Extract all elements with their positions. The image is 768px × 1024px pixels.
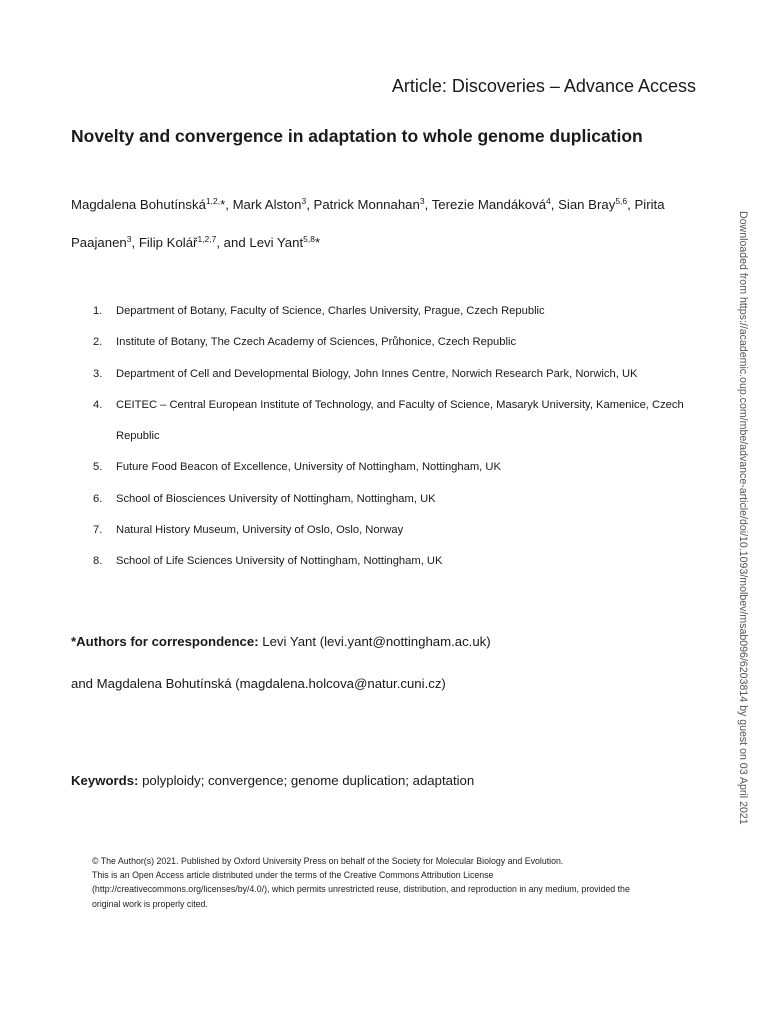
keywords-label: Keywords: [71,773,139,788]
affiliation-number: 4. [93,398,103,411]
author-affil-sup: 4 [546,196,551,206]
correspondence-block [71,621,711,705]
author-name: Terezie Mandáková [431,197,547,212]
affiliation-list [93,296,703,578]
affiliation-number: 6. [93,492,103,505]
affiliation-number: 5. [93,461,103,474]
author-affil-sup: 3 [126,234,132,244]
paper-title: Novelty and convergence in adaptation to whole genome duplication [71,126,643,146]
author-entry [249,235,320,250]
affiliation-number: 8. [93,555,103,568]
affiliation-text: CEITEC – Central European Institute of Technology, and Faculty of Science, Masaryk University, Kamenice, Czech Republic [116,398,684,443]
affiliation-item [93,515,703,546]
author-name: Mark Alston [232,197,302,212]
author-suffix: , [627,197,631,212]
license-note [92,854,692,911]
correspondence-label: *Authors for correspondence: [71,634,259,649]
author-suffix: , [424,197,429,212]
correspondence-contact-1: Levi Yant (levi.yant@nottingham.ac.uk) [258,634,491,649]
author-name: Sian Bray [558,197,616,212]
author-affil-sup: 3 [301,196,307,206]
affiliation-text: School of Life Sciences University of Nottingham, Nottingham, UK [116,555,443,568]
author-entry [71,197,229,212]
author-name: Magdalena Bohutínská [71,197,206,212]
affiliation-text: Institute of Botany, The Czech Academy of Sciences, Průhonice, Czech Republic [116,336,517,349]
affiliation-text: Natural History Museum, University of Oslo, Oslo, Norway [116,524,404,537]
download-stamp: Downloaded from https://academic.oup.com/mbe/advance-article/doi/10.1093/molbev/msab096/6203814 by guest on 03 April 2021 [737,211,749,825]
keywords-text: polyploidy; convergence; genome duplication; adaptation [138,773,475,788]
affiliation-item [93,296,703,327]
author-suffix: *, [220,197,229,212]
affiliation-item [93,390,703,453]
author-entry [233,197,310,212]
author-suffix: , [131,235,136,250]
correspondence-line-1 [71,621,711,663]
license-line: (http://creativecommons.org/licenses/by/4.0/), which permits unrestricted reuse, distribution, and reproduction in any medium, provided the [92,884,630,895]
author-name: Levi Yant [249,235,304,250]
author-suffix: , [306,197,310,212]
author-name: Filip Kolář [138,235,198,250]
author-name: Patrick Monnahan [313,197,420,212]
author-affil-sup: 5,6 [615,196,628,206]
author-list [71,186,701,262]
affiliation-text: Future Food Beacon of Excellence, University of Nottingham, Nottingham, UK [116,461,501,474]
author-entry [314,197,429,212]
affiliation-item [93,484,703,515]
license-line: This is an Open Access article distributed under the terms of the Creative Commons Attribution License [92,870,494,881]
license-line: © The Author(s) 2021. Published by Oxford University Press on behalf of the Society for Molecular Biology and Evolution. [92,856,564,866]
author-affil-sup: 1,2,7 [197,234,217,244]
author-affil-sup: 5,8 [303,234,315,244]
affiliation-item [93,546,703,577]
author-suffix: * [314,235,321,250]
affiliation-number: 1. [93,305,103,317]
author-affil-sup: 3 [419,196,425,206]
author-suffix: , and [216,235,246,250]
article-type-header: Article: Discoveries – Advance Access [391,76,696,96]
affiliation-text: School of Biosciences University of Nottingham, Nottingham, UK [116,492,436,505]
affiliation-number: 3. [93,367,103,380]
affiliation-item [93,327,703,358]
author-entry [558,197,631,212]
affiliation-item [93,452,703,483]
affiliation-text: Department of Cell and Developmental Biology, John Innes Centre, Norwich Research Park, Norwich, UK [116,367,638,380]
license-line: original work is properly cited. [92,898,208,909]
author-entry [139,235,246,250]
affiliation-number: 2. [93,336,103,349]
affiliation-text: Department of Botany, Faculty of Science, Charles University, Prague, Czech Republic [116,305,545,317]
author-entry [432,197,555,212]
affiliation-item [93,359,703,390]
author-suffix: , [550,197,555,212]
correspondence-line-2: and Magdalena Bohutínská (magdalena.holcova@natur.cuni.cz) [71,676,446,691]
author-affil-sup: 1,2, [205,196,221,206]
keywords-block [71,773,711,788]
affiliation-number: 7. [93,524,103,537]
author-name: Pirita Paajanen [71,197,665,250]
